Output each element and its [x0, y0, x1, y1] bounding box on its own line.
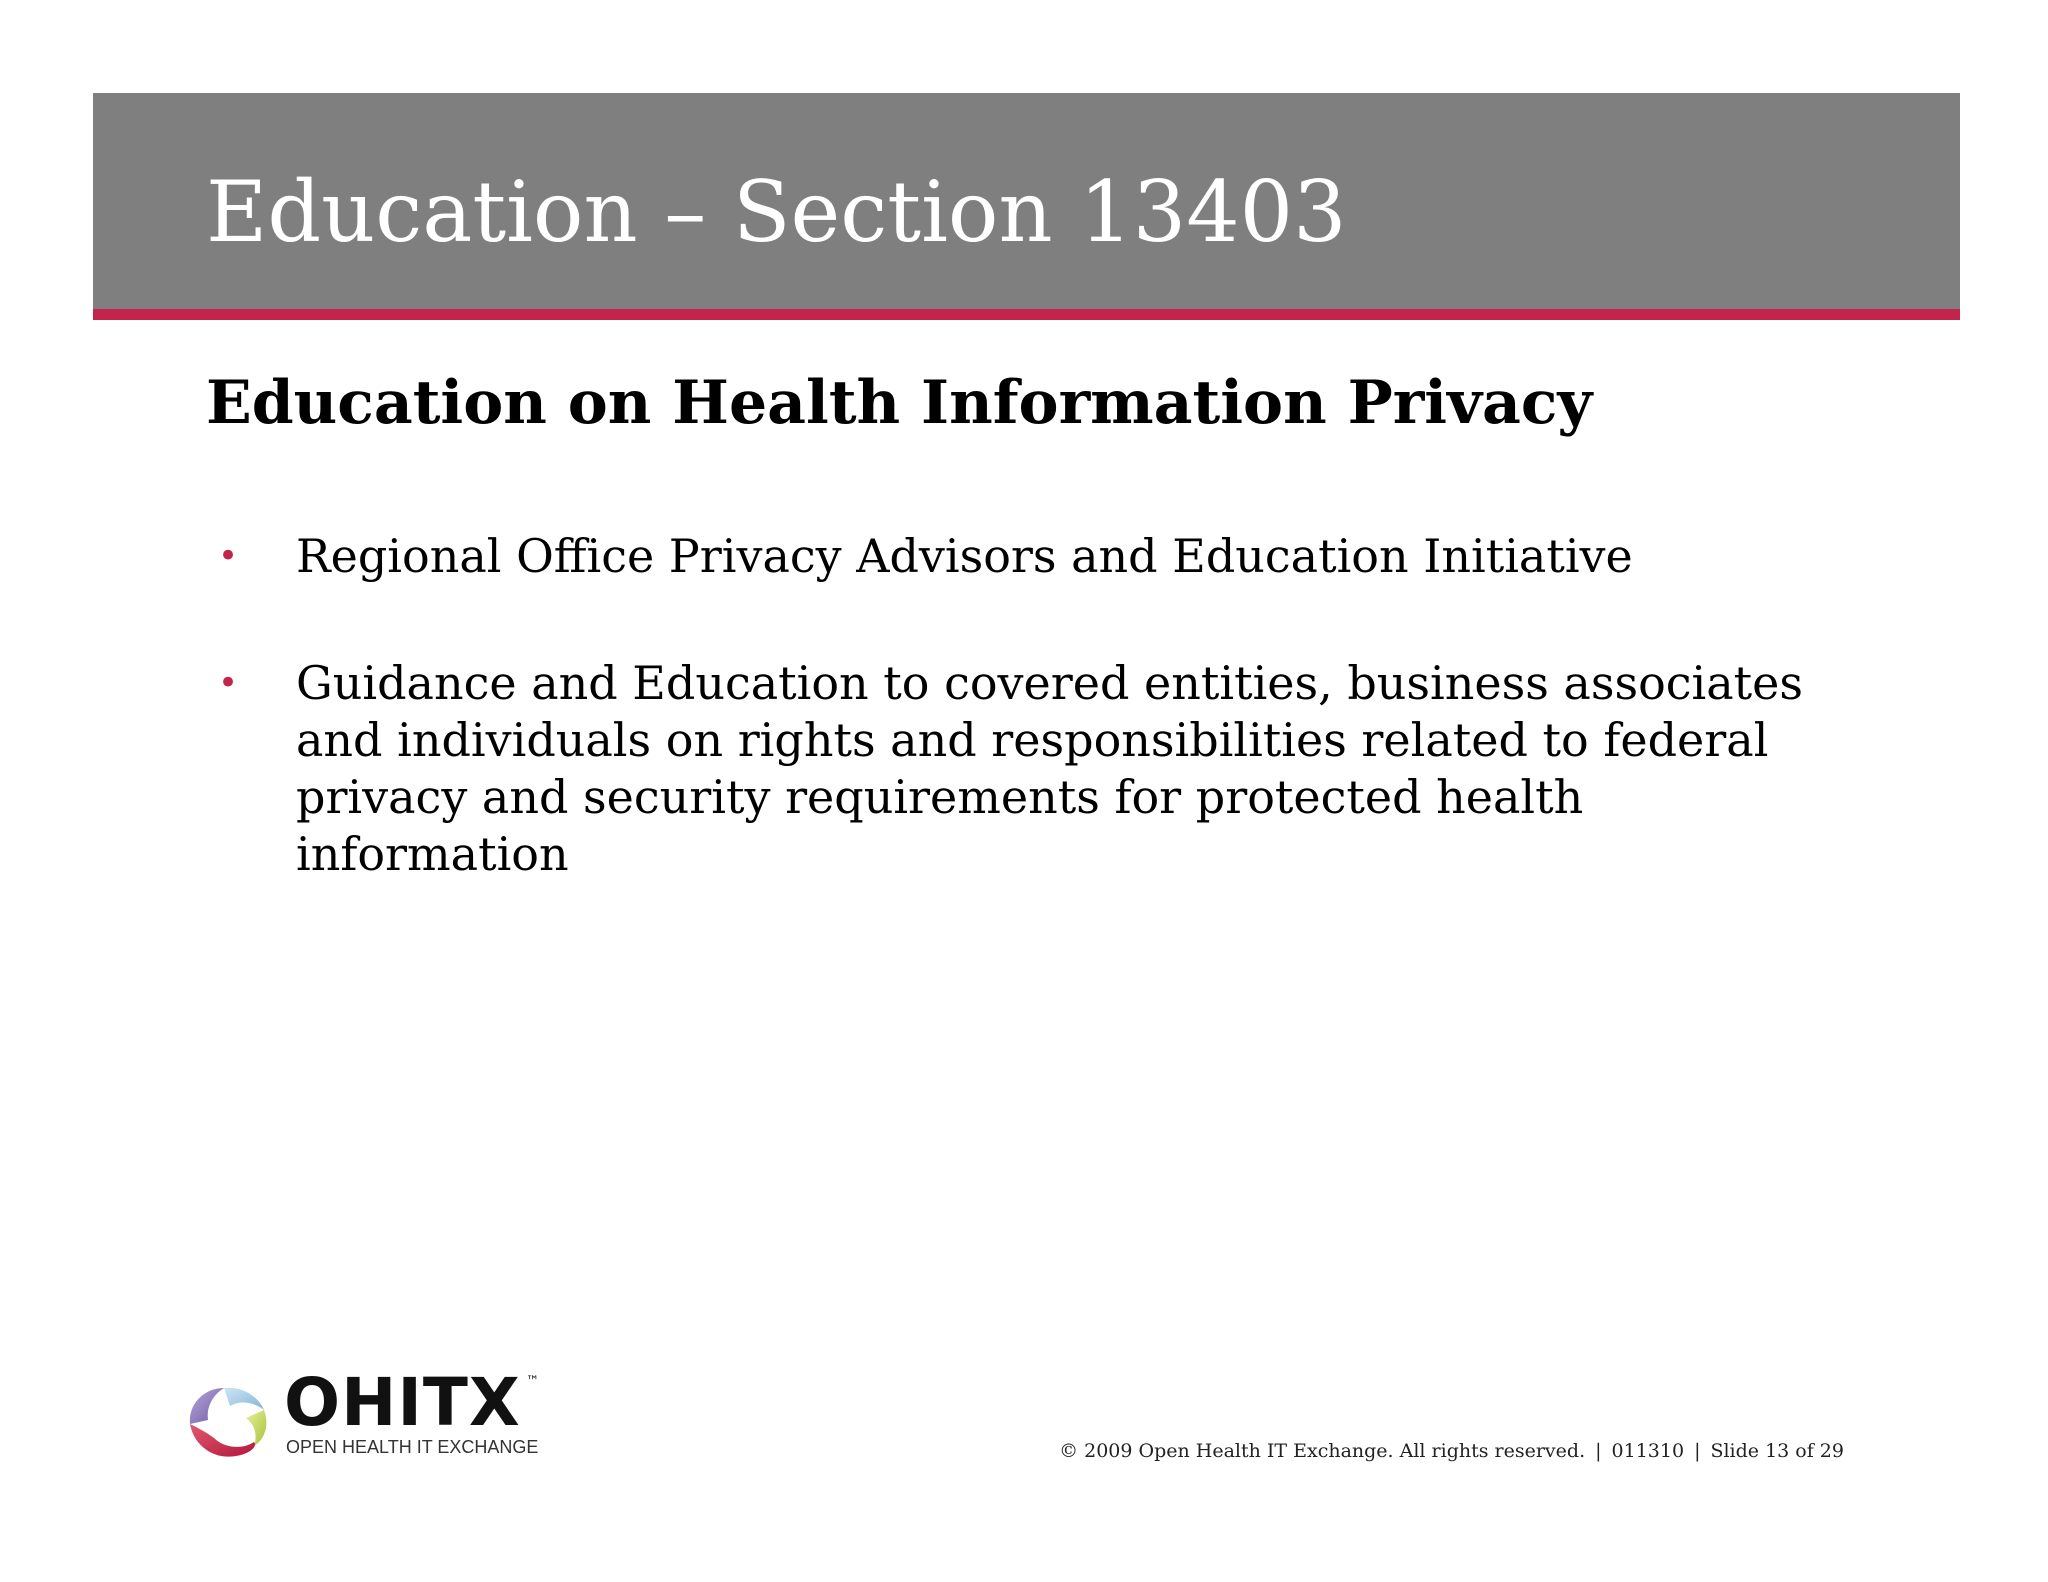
footer-slide-number: Slide 13 of 29 — [1710, 1440, 1844, 1462]
ohitx-swirl-icon — [184, 1380, 272, 1462]
bullet-text: Guidance and Education to covered entities, business associates and individuals on rights and responsibilities related to federal privacy and security requirements for protected health information — [296, 656, 1803, 881]
bullet-item — [206, 528, 1826, 585]
title-accent-rule — [93, 309, 1960, 320]
logo-trademark: ™ — [526, 1374, 539, 1389]
footer-separator: | — [1694, 1440, 1701, 1462]
footer-separator: | — [1595, 1440, 1602, 1462]
bullet-text: Regional Office Privacy Advisors and Education Initiative — [296, 529, 1633, 583]
ohitx-logo — [184, 1364, 556, 1458]
bullet-marker: • — [218, 536, 239, 576]
logo-wordmark: OHITX — [284, 1364, 521, 1441]
bullet-marker: • — [218, 663, 239, 703]
footer-doc-code: 011310 — [1611, 1440, 1685, 1462]
footer-copyright: © 2009 Open Health IT Exchange. All rights reserved. — [1059, 1440, 1586, 1462]
bullet-item — [206, 655, 1826, 883]
bullet-list — [206, 528, 1826, 953]
logo-tagline: OPEN HEALTH IT EXCHANGE — [286, 1437, 539, 1457]
slide-footer — [1059, 1442, 1844, 1461]
slide-title: Education – Section 13403 — [206, 163, 1347, 261]
slide-subtitle: Education on Health Information Privacy — [206, 368, 1593, 438]
